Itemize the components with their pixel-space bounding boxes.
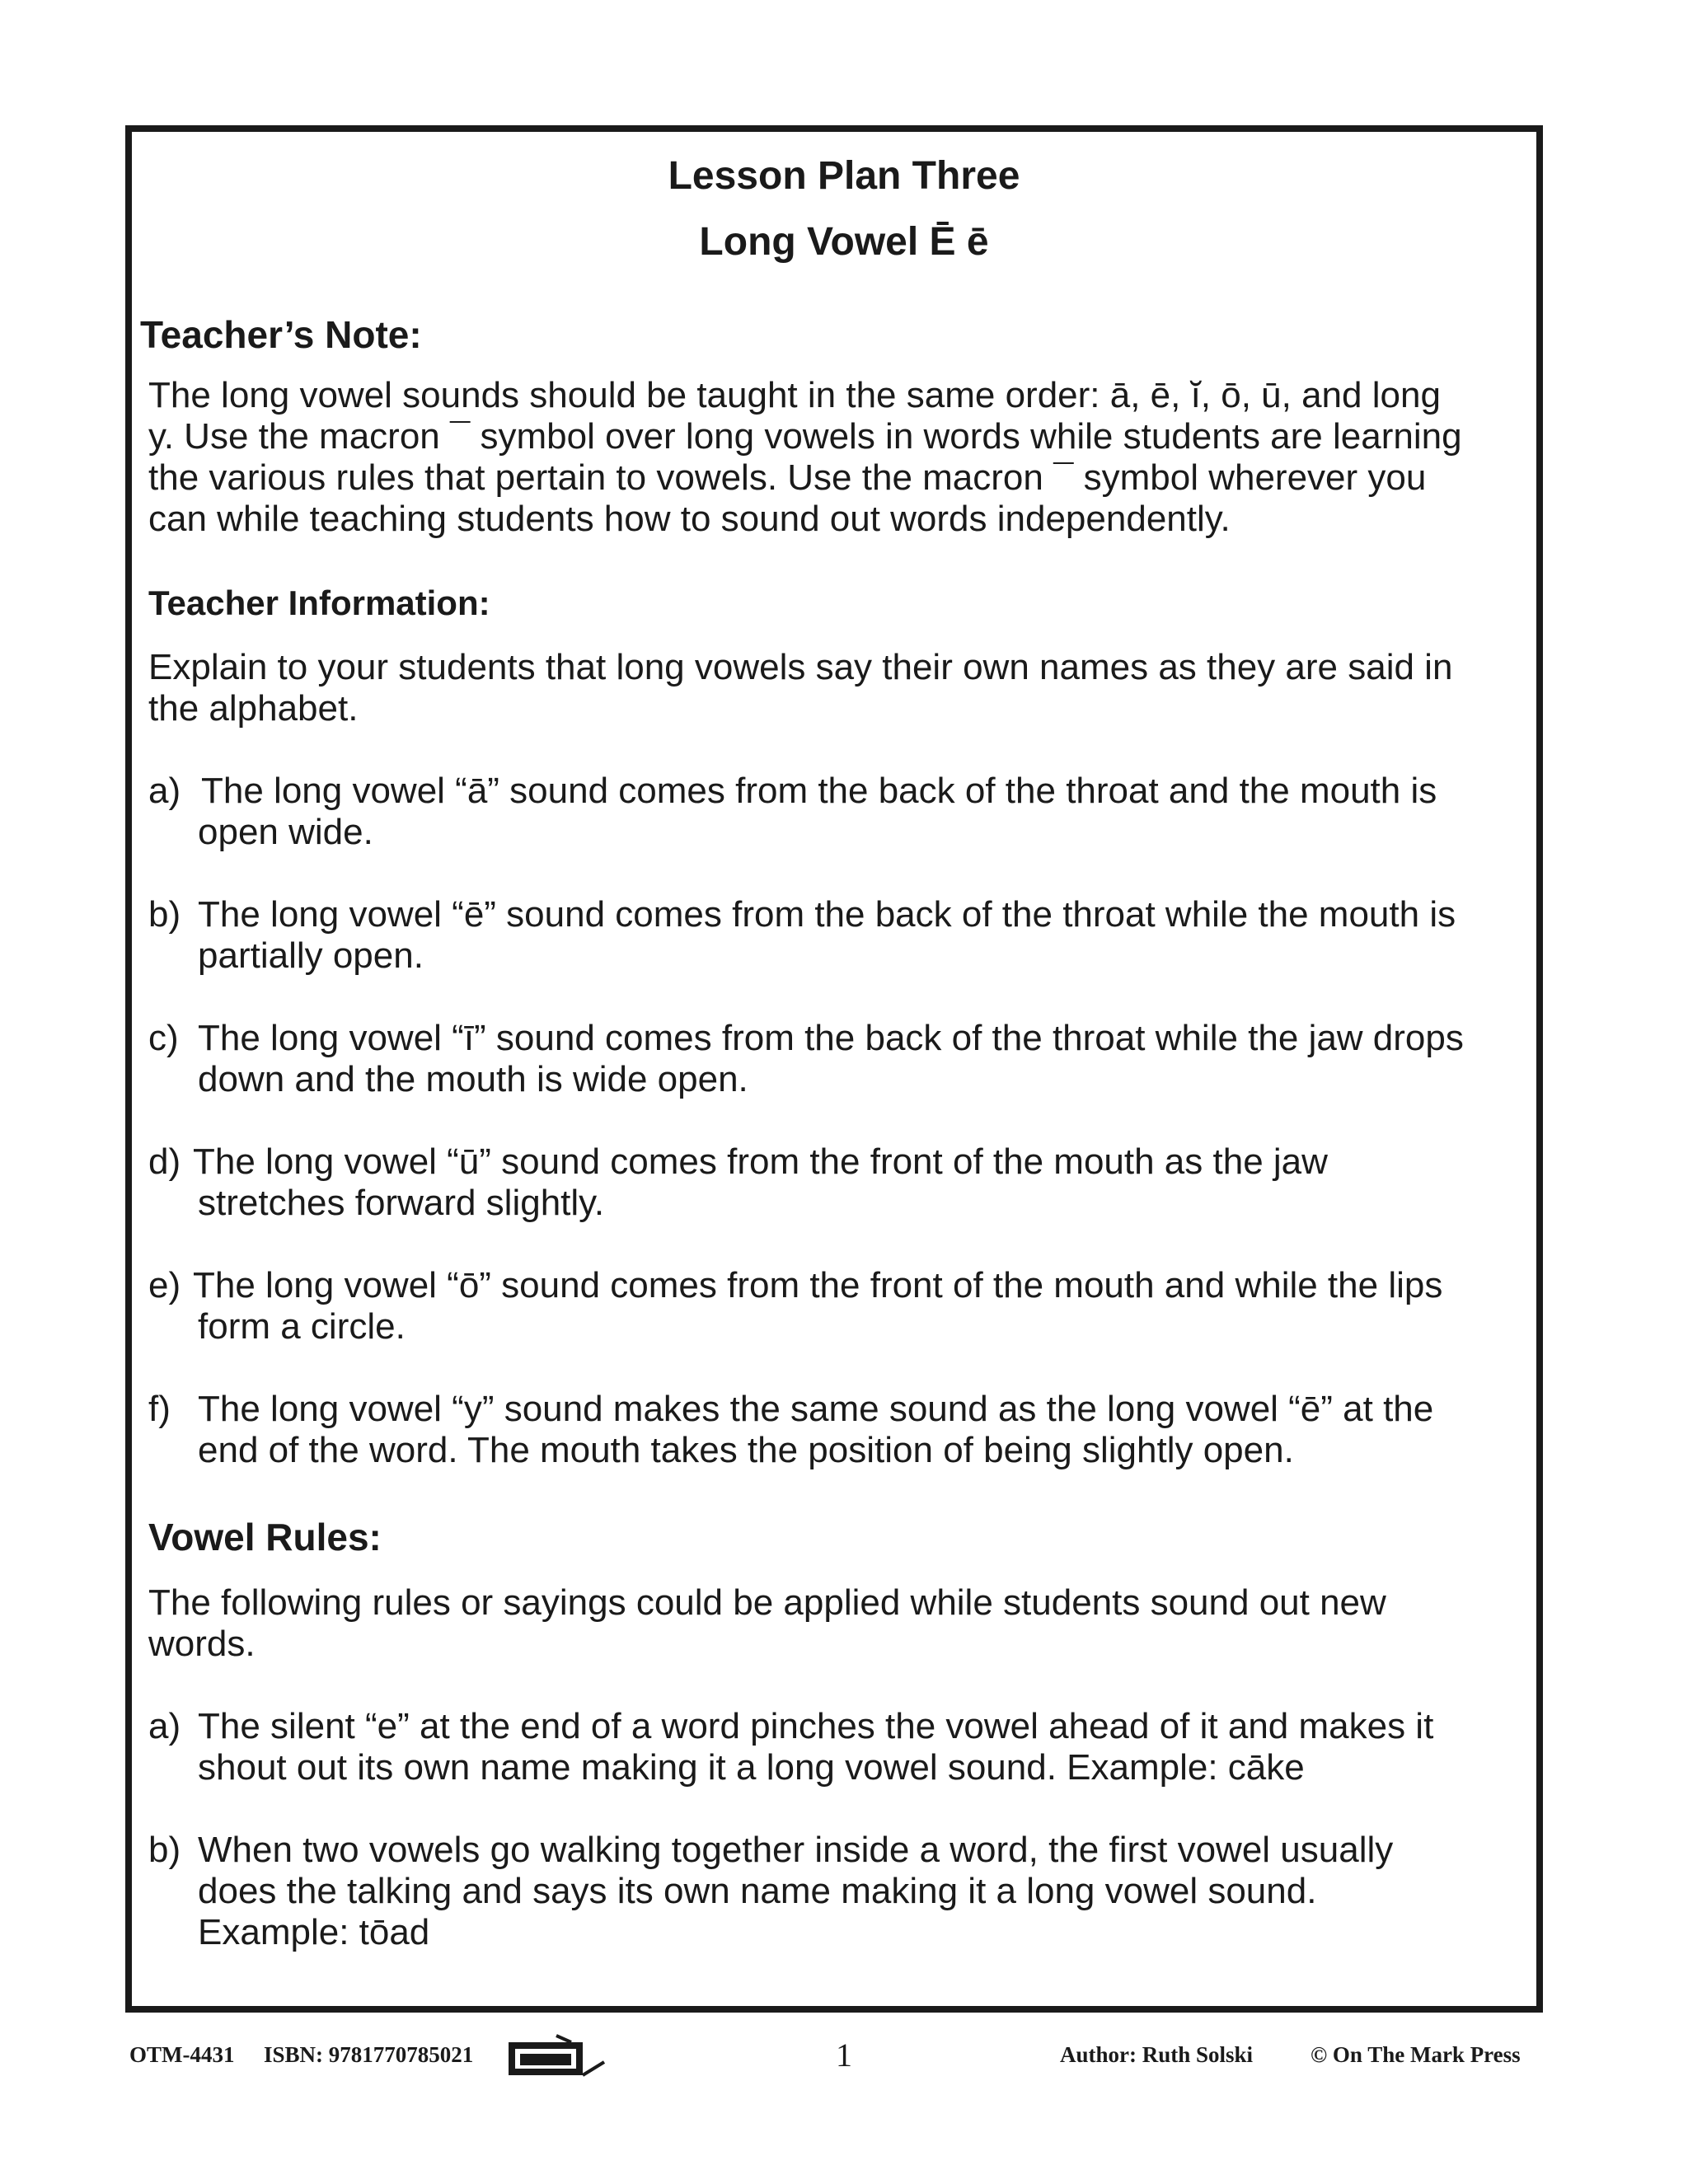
intro-line: Explain to your students that long vowels say their own names as they are said in bbox=[148, 647, 1453, 687]
intro-line: The following rules or sayings could be applied while students sound out new bbox=[148, 1582, 1386, 1623]
teachers-note-line: can while teaching students how to sound out words independently. bbox=[148, 499, 1231, 539]
item-line: shout out its own name making it a long vowel sound. Example: cāke bbox=[198, 1747, 1305, 1788]
list-item bbox=[148, 771, 1550, 853]
teachers-note-paragraph bbox=[148, 375, 1550, 540]
teacher-information-heading: Teacher Information: bbox=[148, 583, 490, 622]
list-item bbox=[148, 1141, 1550, 1224]
list-item bbox=[148, 894, 1550, 977]
intro-line: the alphabet. bbox=[148, 688, 359, 729]
page-number: 1 bbox=[836, 2036, 852, 2074]
item-line: The long vowel “ī” sound comes from the back of the throat while the jaw drops bbox=[198, 1018, 1464, 1058]
item-label: d) bbox=[148, 1141, 181, 1182]
page-subtitle: Long Vowel Ē ē bbox=[699, 220, 989, 264]
list-item bbox=[148, 1018, 1550, 1100]
intro-line: words. bbox=[148, 1624, 256, 1664]
item-line: stretches forward slightly. bbox=[198, 1183, 605, 1223]
item-label: a) bbox=[148, 1706, 181, 1746]
page-title: Lesson Plan Three bbox=[668, 154, 1020, 198]
list-item bbox=[148, 1265, 1550, 1347]
footer-isbn: ISBN: 9781770785021 bbox=[264, 2042, 474, 2067]
footer-author: Author: Ruth Solski bbox=[1060, 2042, 1254, 2067]
item-label: b) bbox=[148, 1830, 181, 1870]
item-line: end of the word. The mouth takes the position of being slightly open. bbox=[198, 1430, 1294, 1470]
item-line: down and the mouth is wide open. bbox=[198, 1059, 748, 1099]
list-item bbox=[148, 1706, 1550, 1788]
item-line: When two vowels go walking together inside a word, the first vowel usually bbox=[198, 1830, 1394, 1870]
vowel-rules-heading: Vowel Rules: bbox=[148, 1516, 382, 1558]
list-item bbox=[148, 1389, 1550, 1471]
item-label: f) bbox=[148, 1389, 171, 1429]
item-label: b) bbox=[148, 894, 181, 935]
list-item bbox=[148, 1830, 1550, 1953]
item-line: open wide. bbox=[198, 812, 373, 852]
teachers-note-line: y. Use the macron ¯ symbol over long vowels in words while students are learning bbox=[148, 416, 1462, 457]
teachers-note-heading: Teacher’s Note: bbox=[140, 313, 422, 356]
item-line: The long vowel “y” sound makes the same sound as the long vowel “ē” at the bbox=[198, 1389, 1434, 1429]
footer-publisher: © On The Mark Press bbox=[1311, 2042, 1521, 2067]
item-line: does the talking and says its own name making it a long vowel sound. bbox=[198, 1871, 1317, 1911]
item-line: form a circle. bbox=[198, 1306, 406, 1347]
vowel-rules-intro bbox=[148, 1582, 1550, 1665]
item-line: The long vowel “ō” sound comes from the front of the mouth and while the lips bbox=[193, 1265, 1443, 1305]
teachers-note-line: the various rules that pertain to vowels. Use the macron ¯ symbol wherever you bbox=[148, 457, 1427, 498]
teacher-information-intro bbox=[148, 647, 1550, 729]
item-line: partially open. bbox=[198, 935, 424, 976]
item-label: e) bbox=[148, 1265, 181, 1305]
teachers-note-line: The long vowel sounds should be taught in the same order: ā, ē, ĭ, ō, ū, and long bbox=[148, 375, 1441, 415]
item-line: Example: tōad bbox=[198, 1912, 430, 1952]
item-label: a) bbox=[148, 771, 181, 811]
footer-code: OTM-4431 bbox=[129, 2042, 235, 2067]
item-line: The long vowel “ū” sound comes from the front of the mouth as the jaw bbox=[193, 1141, 1328, 1182]
item-line: The silent “e” at the end of a word pinches the vowel ahead of it and makes it bbox=[198, 1706, 1434, 1746]
item-label: c) bbox=[148, 1018, 179, 1058]
item-line: The long vowel “ā” sound comes from the back of the throat and the mouth is bbox=[201, 771, 1437, 811]
item-line: The long vowel “ē” sound comes from the back of the throat while the mouth is bbox=[198, 894, 1456, 935]
